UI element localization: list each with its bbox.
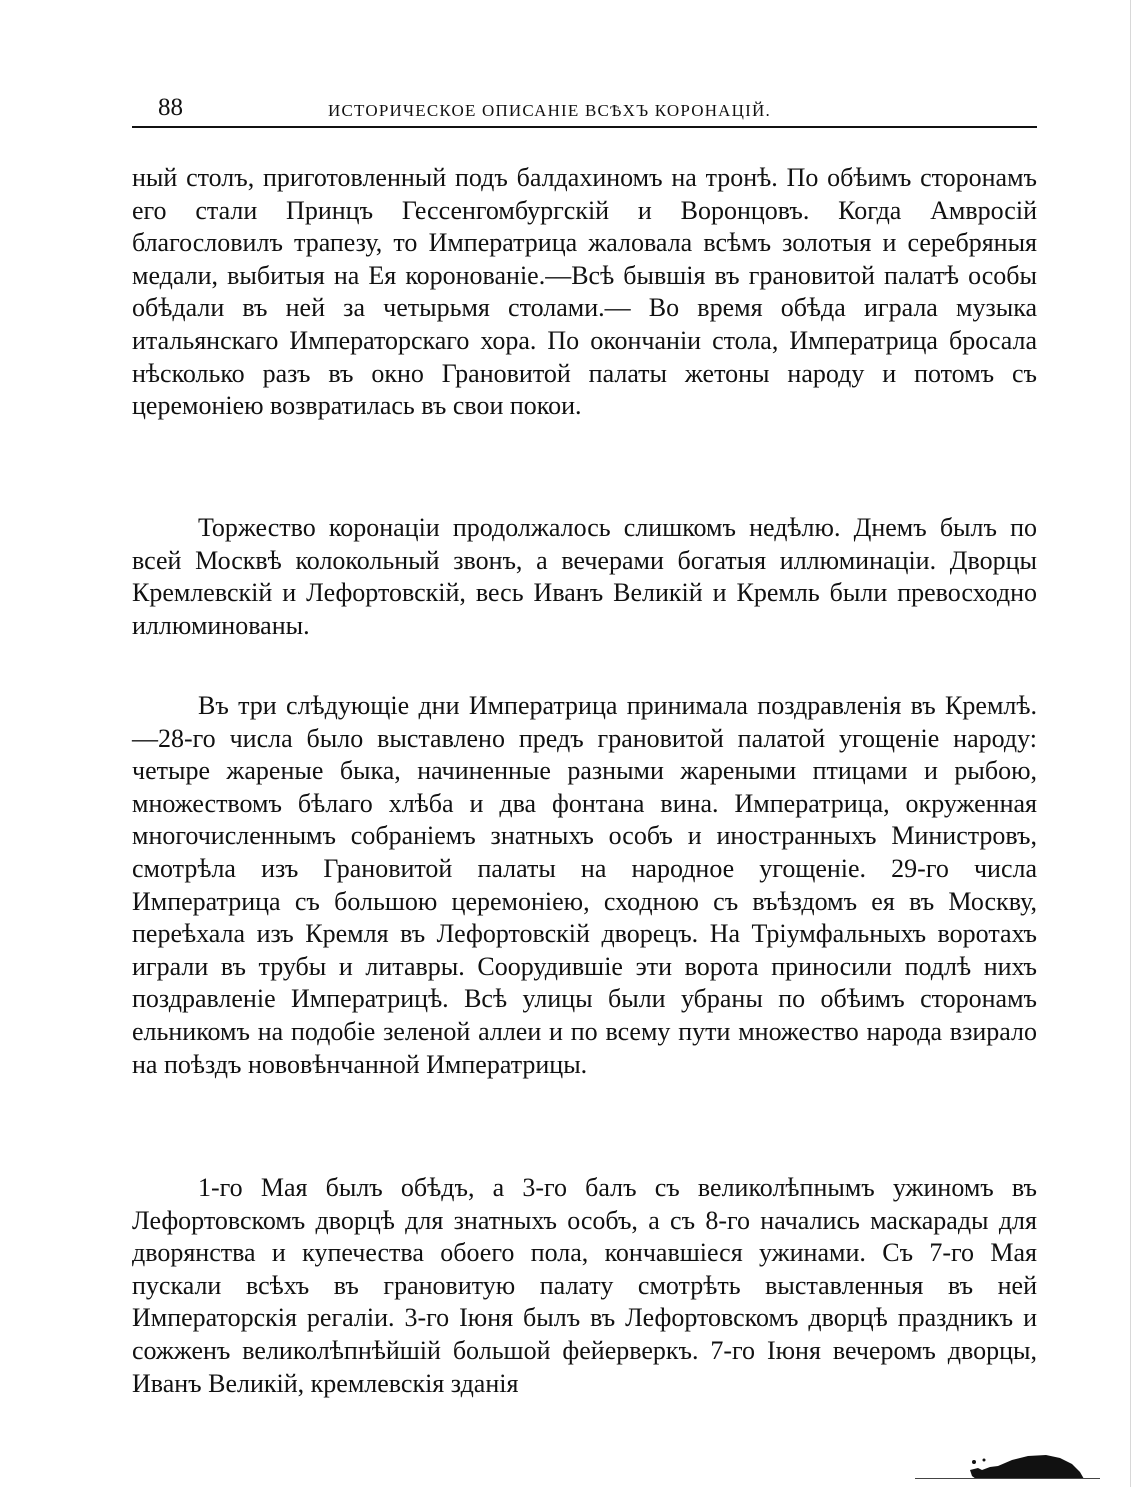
page-edge-line [1130,0,1131,1487]
paragraph-4: 1-го Мая былъ обѣдъ, а 3-го балъ съ великолѣпнымъ ужиномъ въ Лефортовскомъ дворцѣ для знатныхъ особъ, а съ 8-го начались маскарады для дворянства и купечества обоего пола, кончавшіеся ужинами. Съ 7-го Мая пускали всѣхъ въ грановитую палату смотрѣть выставленныя въ ней Императорскія регаліи. 3-го Іюня былъ въ Лефортовскомъ дворцѣ праздникъ и сожженъ великолѣпнѣйшій большой фейерверкъ. 7-го Іюня вечеромъ дворцы, Иванъ Великій, кремлевскія зданія [132,1173,1037,1398]
paragraph-1: ный столъ, приготовленный подъ балдахиномъ на тронѣ. По обѣимъ сторонамъ его стали Принцъ Гессенгомбургскій и Воронцовъ. Когда Амвросій благословилъ трапезу, то Императрица жаловала всѣмъ золотыя и серебряныя медали, выбитыя на Ея коронованіе.—Всѣ бывшія въ грановитой палатѣ особы обѣдали въ ней за четырьмя столами.— Во время обѣда играла музыка итальянскаго Императорскаго хора. По окончаніи стола, Императрица бросала нѣсколько разъ въ окно Грановитой палаты жетоны народу и потомъ съ церемоніею возвратилась въ свои покои. [132,163,1037,421]
page-header [132,92,1037,128]
footer-rule [915,1478,1100,1479]
paragraph-3: Въ три слѣдующіе дни Императрица принимала поздравленія въ Кремлѣ.—28-го числа было выставлено предъ грановитой палатой угощеніе народу: четыре жареные быка, начиненные разными жареными птицами и рыбою, множествомъ бѣлаго хлѣба и два фонтана вина. Императрица, окруженная многочисленнымъ собраніемъ знатныхъ особъ и иностранныхъ Министровъ, смотрѣла изъ Грановитой палаты на народное угощеніе. 29-го числа Императрица съ большою церемоніею, сходною съ въѣздомъ ея въ Москву, переѣхала изъ Кремля въ Лефортовскій дворецъ. На Тріумфальныхъ воротахъ играли въ трубы и литавры. Соорудившіе эти ворота приносили подлѣ нихъ поздравленіе Императрицѣ. Всѣ улицы были убраны по обѣимъ сторонамъ ельникомъ на подобіе зеленой аллеи и по всему пути множество народа взирало на поѣздъ нововѣнчанной Императрицы. [132,691,1037,1079]
page-number: 88 [158,94,183,121]
running-title: ИСТОРИЧЕСКОЕ ОПИСАНІЕ ВСѢХЪ КОРОНАЦІЙ. [328,101,771,120]
paragraph-2: Торжество коронаціи продолжалось слишкомъ недѣлю. Днемъ былъ по всей Москвѣ колокольный звонъ, а вечерами богатыя иллюминаціи. Дворцы Кремлевскій и Лефортовскій, весь Иванъ Великій и Кремль были превосходно иллюминованы. [132,513,1037,640]
